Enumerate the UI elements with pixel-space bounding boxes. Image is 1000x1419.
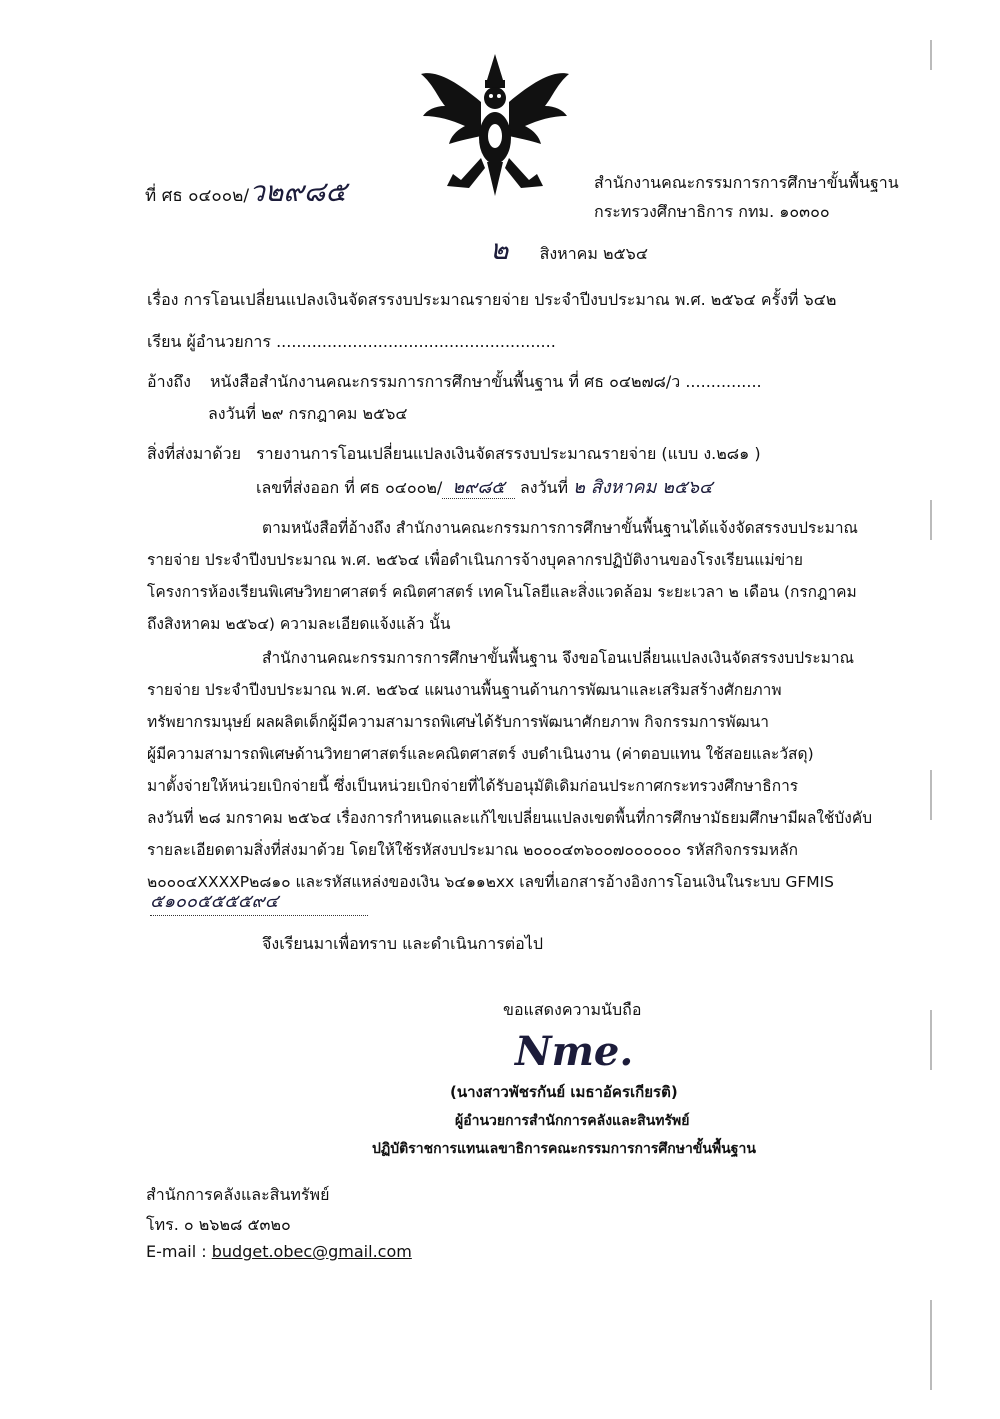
paragraph-2-line: รายจ่าย ประจำปีงบประมาณ พ.ศ. ๒๕๖๔ แผนงานพื้นฐานด้านการพัฒนาและเสริมสร้างศักยภาพ [147,681,782,699]
paragraph-2-line: สำนักงานคณะกรรมการการศึกษาขั้นพื้นฐาน จึงขอโอนเปลี่ยนแปลงเงินจัดสรรงบประมาณ [262,649,855,667]
addressee-line [147,330,556,355]
scan-edge-mark [930,1010,932,1070]
enclosure-number-prefix: เลขที่ส่งออก ที่ ศธ ๐๔๐๐๒/ [256,478,443,497]
scan-edge-mark [930,1300,932,1390]
paragraph-2-line: ทรัพยากรมนุษย์ ผลผลิตเด็กผู้มีความสามารถพิเศษได้รับการพัฒนาศักยภาพ กิจกรรมการพัฒนา [147,713,769,731]
footer-email-link[interactable]: budget.obec@gmail.com [211,1242,412,1261]
paragraph-2-line: ลงวันที่ ๒๘ มกราคม ๒๕๖๔ เรื่องการกำหนดและแก้ไขเปลี่ยนแปลงเขตพื้นที่การศึกษามัธยมศึกษามีผลใช้บังคับ [147,809,873,827]
reference-label: อ้างถึง [147,372,191,391]
regards-text: ขอแสดงความนับถือ [503,1000,642,1019]
date-month-year: สิงหาคม ๒๕๖๔ [539,244,648,263]
reference-number-handwritten: ว๒๙๘๕ [249,175,347,208]
paragraph-2-line: รายละเอียดตามสิ่งที่ส่งมาด้วย โดยให้ใช้รหัสงบประมาณ ๒๐๐๐๔๓๖๐๐๗๐๐๐๐๐๐ รหัสกิจกรรมหลัก [147,841,798,859]
garuda-emblem-icon [415,50,575,200]
enclosure-text-1: รายงานการโอนเปลี่ยนแปลงเงินจัดสรรงบประมาณรายจ่าย (แบบ ง.๒๘๑ ) [256,444,761,463]
scan-edge-mark [930,40,932,70]
enclosure-line-1 [147,442,761,467]
footer-phone: โทร. ๐ ๒๖๒๘ ๕๓๒๐ [146,1215,291,1234]
body-paragraph-1 [147,512,912,640]
reference-number [145,170,347,214]
signatory-name: (นางสาวพัชรกันย์ เมธาอัครเกียรติ) [450,1083,678,1101]
enclosure-date-label: ลงวันที่ [519,478,569,497]
paragraph-2-line: มาตั้งจ่ายให้หน่วยเบิกจ่ายนี้ ซึ่งเป็นหน่วยเบิกจ่ายที่ได้รับอนุมัติเดิมก่อนประกาศกระทรวงศึกษาธิการ [147,777,799,795]
body-paragraph-2 [147,642,912,898]
agency-line-1: สำนักงานคณะกรรมการการศึกษาขั้นพื้นฐาน [594,173,899,192]
footer-email-line [146,1242,412,1261]
scan-edge-mark [930,770,932,820]
letter-date [490,228,648,272]
reference-line-1 [147,370,762,395]
addressee-text: ผู้อำนวยการ ....................................................... [186,332,556,351]
enclosure-number-handwritten: ๒๙๘๕ [442,477,515,499]
paragraph-1-line: ถึงสิงหาคม ๒๕๖๔) ความละเอียดแจ้งแล้ว นั้น [147,615,451,633]
reference-number-prefix: ที่ ศธ ๐๔๐๐๒/ [145,186,250,206]
reference-text-2: ลงวันที่ ๒๙ กรกฎาคม ๒๕๖๔ [208,404,408,423]
paragraph-1-line: ตามหนังสือที่อ้างถึง สำนักงานคณะกรรมการการศึกษาขั้นพื้นฐานได้แจ้งจัดสรรงบประมาณ [262,519,858,537]
enclosure-label: สิ่งที่ส่งมาด้วย [147,444,241,463]
paragraph-1-line: โครงการห้องเรียนพิเศษวิทยาศาสตร์ คณิตศาสตร์ เทคโนโลยีและสิ่งแวดล้อม ระยะเวลา ๒ เดือน (กรกฎาคม [147,583,857,601]
agency-line-2: กระทรวงศึกษาธิการ กทม. ๑๐๓๐๐ [594,202,830,221]
subject-text: การโอนเปลี่ยนแปลงเงินจัดสรรงบประมาณรายจ่าย ประจำปีงบประมาณ พ.ศ. ๒๕๖๔ ครั้งที่ ๖๔๒ [183,290,837,309]
handwritten-signature: Nme. [515,1028,634,1075]
date-day-handwritten: ๒ [490,233,509,266]
paragraph-2-line: ๒๐๐๐๔XXXXP๒๘๑๐ และรหัสแหล่งของเงิน ๖๔๑๑๒xx เลขที่เอกสารอ้างอิงการโอนเงินในระบบ GFMIS [147,873,835,891]
footer-office: สำนักการคลังและสินทรัพย์ [146,1185,330,1204]
subject-line [147,288,836,313]
gfmis-number-handwritten: ๕๑๐๐๕๕๕๕๙๔ [150,886,368,916]
subject-label: เรื่อง [147,290,179,309]
signatory-position-1: ผู้อำนวยการสำนักการคลังและสินทรัพย์ [455,1113,690,1129]
scan-edge-mark [930,500,932,540]
enclosure-date-handwritten: ๒ สิงหาคม ๒๕๖๔ [573,477,713,498]
addressee-label: เรียน [147,332,182,351]
paragraph-2-line: ผู้มีความสามารถพิเศษด้านวิทยาศาสตร์และคณิตศาสตร์ งบดำเนินงาน (ค่าตอบแทน ใช้สอยและวัสดุ) [147,745,814,763]
footer-email-label: E-mail : [146,1242,212,1261]
enclosure-line-2 [256,472,713,501]
reference-text-1: หนังสือสำนักงานคณะกรรมการการศึกษาขั้นพื้นฐาน ที่ ศธ ๐๔๒๗๘/ว ............... [210,372,762,391]
closing-text: จึงเรียนมาเพื่อทราบ และดำเนินการต่อไป [262,934,543,953]
paragraph-1-line: รายจ่าย ประจำปีงบประมาณ พ.ศ. ๒๕๖๔ เพื่อดำเนินการจ้างบุคลากรปฏิบัติงานของโรงเรียนแม่ข่าย [147,551,803,569]
signatory-position-2: ปฏิบัติราชการแทนเลขาธิการคณะกรรมการการศึกษาขั้นพื้นฐาน [372,1141,756,1157]
